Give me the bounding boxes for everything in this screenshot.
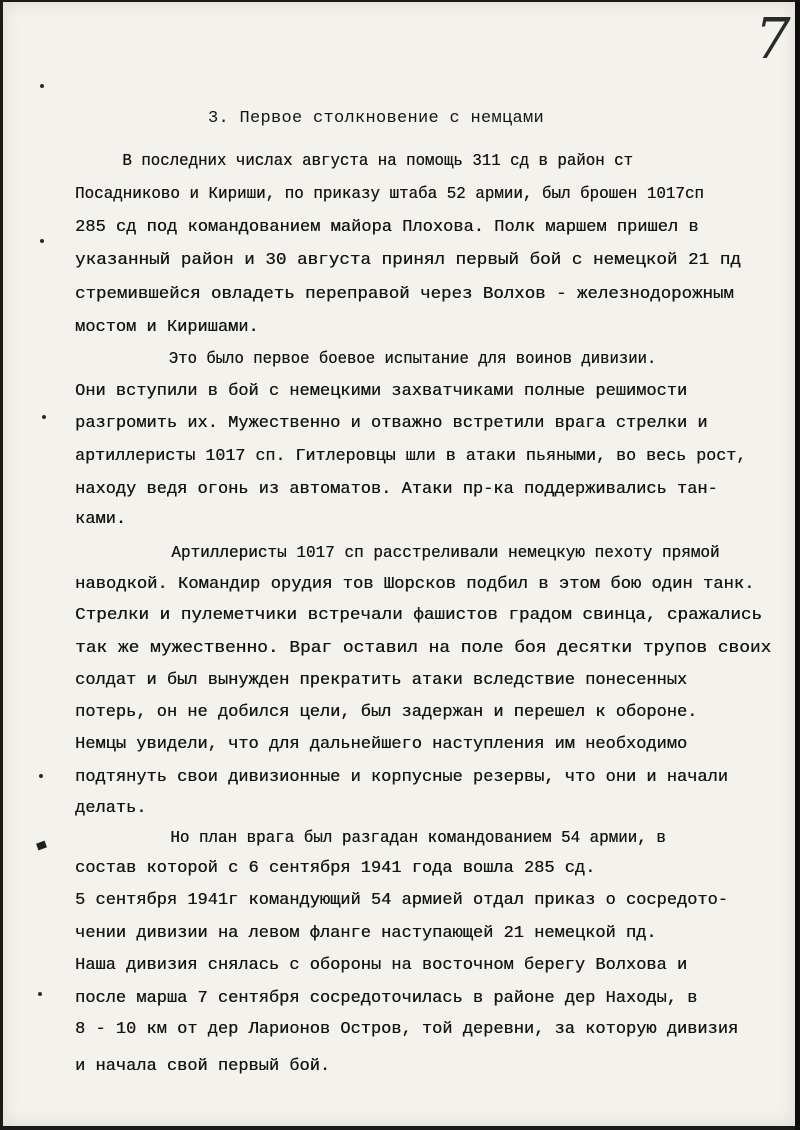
text-line: Стрелки и пулеметчики встречали фашистов градом свинца, сражались <box>75 606 762 625</box>
text-line: Наша дивизия снялась с обороны на восточном берегу Волхова и <box>75 956 688 975</box>
text-line: и начала свой первый бой. <box>75 1057 331 1076</box>
text-line: мостом и Киришами. <box>75 318 259 337</box>
margin-mark <box>38 992 42 996</box>
text-line: В последних числах августа на помощь 311 сд в район ст <box>75 152 633 171</box>
text-line: после марша 7 сентября сосредоточилась в районе дер Находы, в <box>75 989 698 1008</box>
text-line: чении дивизии на левом фланге наступающей 21 немецкой пд. <box>75 924 657 943</box>
page-number: 7 <box>755 7 791 72</box>
margin-mark <box>39 774 43 778</box>
text-line: наводкой. Командир орудия тов Шорсков подбил в этом бою один танк. <box>75 575 755 594</box>
text-line: состав которой с 6 сентября 1941 года вошла 285 сд. <box>75 859 596 878</box>
text-line: указанный район и 30 августа принял первый бой с немецкой 21 пд <box>75 251 741 270</box>
text-line: артиллеристы 1017 сп. Гитлеровцы шли в атаки пьяными, во весь рост, <box>75 447 747 466</box>
text-line: солдат и был вынужден прекратить атаки вследствие понесенных <box>75 671 688 690</box>
text-line: стремившейся овладеть переправой через Волхов - железнодорожным <box>75 285 734 304</box>
text-line: 285 сд под командованием майора Плохова. Полк маршем пришел в <box>75 218 699 237</box>
page-edge <box>795 0 800 1130</box>
text-line: Они вступили в бой с немецкими захватчиками полные решимости <box>75 382 688 401</box>
text-line: Но план врага был разгадан командованием 54 армии, в <box>75 829 666 848</box>
text-line: Немцы увидели, что для дальнейшего наступления им необходимо <box>75 735 688 754</box>
text-line: 8 - 10 км от дер Ларионов Остров, той деревни, за которую дивизия <box>75 1020 739 1039</box>
text-line: Посадниково и Кириши, по приказу штаба 52 армии, был брошен 1017сп <box>75 185 704 204</box>
document-page <box>3 2 795 1126</box>
text-line: ками. <box>75 510 127 529</box>
text-line: разгромить их. Мужественно и отважно встретили врага стрелки и <box>75 414 708 433</box>
text-line: Это было первое боевое испытание для воинов дивизии. <box>75 350 657 369</box>
margin-mark <box>40 84 44 88</box>
text-line: потерь, он не добился цели, был задержан и перешел к обороне. <box>75 703 698 722</box>
margin-mark <box>40 239 44 243</box>
text-line: подтянуть свои дивизионные и корпусные резервы, что они и начали <box>75 768 728 787</box>
text-line: находу ведя огонь из автоматов. Атаки пр-ка поддерживались тан- <box>75 480 718 499</box>
text-line: так же мужественно. Враг оставил на поле боя десятки трупов своих <box>75 639 772 658</box>
text-line: делать. <box>75 799 147 818</box>
text-line: Артиллеристы 1017 сп расстреливали немецкую пехоту прямой <box>75 544 720 563</box>
section-title: 3. Первое столкновение с немцами <box>208 109 545 128</box>
margin-mark <box>36 841 47 851</box>
text-line: 5 сентября 1941г командующий 54 армией отдал приказ о сосредото- <box>75 891 728 910</box>
margin-mark <box>42 415 46 419</box>
